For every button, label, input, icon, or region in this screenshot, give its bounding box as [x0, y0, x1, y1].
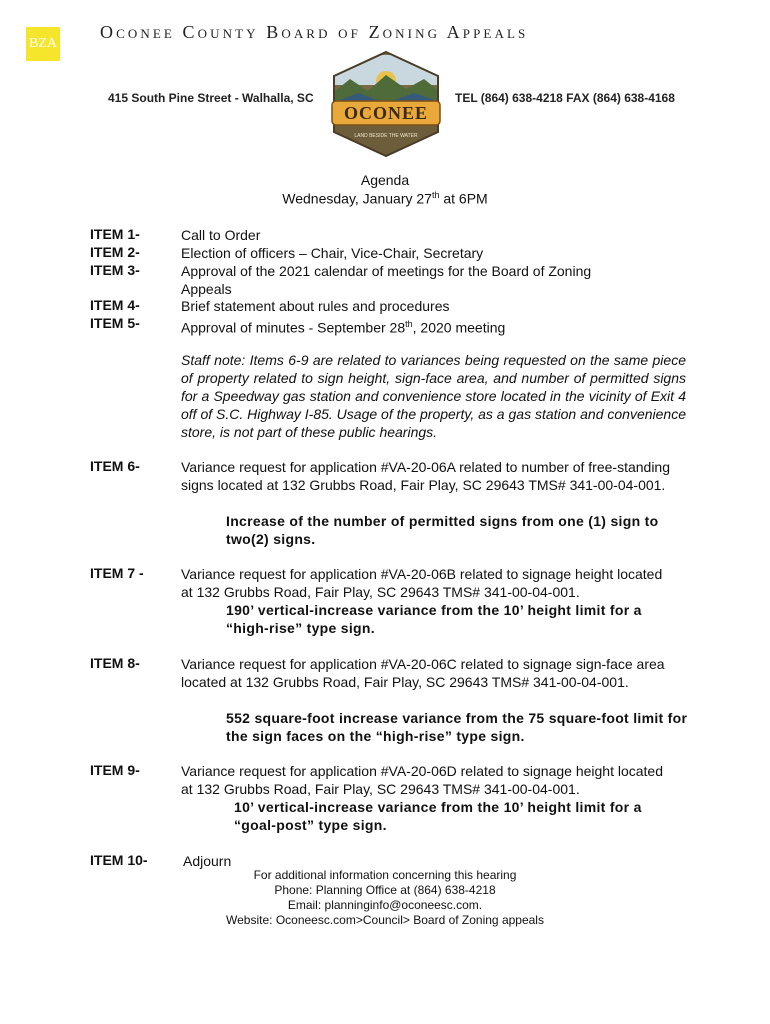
logo-tagline: LAND BESIDE THE WATER: [354, 133, 418, 139]
item-9-label: ITEM 9-: [90, 762, 140, 778]
item-1-label: ITEM 1-: [90, 226, 140, 242]
org-address: 415 South Pine Street - Walhalla, SC: [108, 91, 314, 105]
item-2-label: ITEM 2-: [90, 244, 140, 260]
agenda-date: Wednesday, January 27th at 6PM: [282, 190, 488, 207]
item-6-request: Increase of the number of permitted signs from one (1) sign to two(2) signs.: [226, 513, 659, 547]
item-7-text: Variance request for application #VA-20-06B related to signage height located at 132 Grubbs Road, Fair Play, SC 29643 TMS# 341-00-04-001.: [181, 566, 663, 600]
item-3-text: Approval of the 2021 calendar of meetings for the Board of Zoning Appeals: [181, 263, 592, 297]
footer-email[interactable]: Email: planninginfo@oconeesc.com.: [287, 898, 483, 912]
footer-website[interactable]: Website: Oconeesc.com>Council> Board of Zoning appeals: [226, 913, 544, 927]
item-4-text: Brief statement about rules and procedures: [181, 298, 450, 314]
bza-badge: BZA: [26, 27, 60, 61]
item-10-text: Adjourn: [183, 853, 232, 869]
logo-wordmark: OCONEE: [343, 103, 429, 123]
footer-info: For additional information concerning this hearing: [253, 868, 517, 882]
item-8-text: Variance request for application #VA-20-06C related to signage sign-face area located at 132 Grubbs Road, Fair Play, SC 29643 TMS# 341-00-04-001.: [181, 656, 665, 690]
footer-phone: Phone: Planning Office at (864) 638-4218: [274, 883, 496, 897]
item-6-label: ITEM 6-: [90, 458, 140, 474]
item-8-label: ITEM 8-: [90, 655, 140, 671]
org-name: Oconee County Board of Zoning Appeals: [100, 22, 529, 42]
item-7-request: 190’ vertical-increase variance from the 10’ height limit for a “high-rise” type sign.: [226, 602, 642, 636]
item-5-text: Approval of minutes - September 28th, 2020 meeting: [181, 319, 506, 336]
org-phone-fax: TEL (864) 638-4218 FAX (864) 638-4168: [455, 91, 675, 105]
item-5-label: ITEM 5-: [90, 315, 140, 331]
item-9-request: 10’ vertical-increase variance from the 10’ height limit for a “goal-post” type sign.: [234, 799, 642, 833]
item-4-label: ITEM 4-: [90, 297, 140, 313]
item-7-label: ITEM 7 -: [90, 565, 144, 581]
staff-note: Staff note: Items 6-9 are related to variances being requested on the same piece of property related to sign height, sign-face area, and number of permitted signs for a Speedway gas station and convenience store located in the vicinity of Exit 4 off of S.C. Highway I-85. Usage of the property, as a gas station and convenience store, is not part of these public hearings.: [181, 352, 686, 440]
item-1-text: Call to Order: [181, 227, 261, 243]
oconee-logo: [328, 49, 444, 159]
agenda-title: Agenda: [360, 172, 410, 188]
item-10-label: ITEM 10-: [90, 852, 148, 868]
item-2-text: Election of officers – Chair, Vice-Chair, Secretary: [181, 245, 484, 261]
item-3-label: ITEM 3-: [90, 262, 140, 278]
item-6-text: Variance request for application #VA-20-06A related to number of free-standing signs located at 132 Grubbs Road, Fair Play, SC 29643 TMS# 341-00-04-001.: [181, 459, 670, 493]
item-9-text: Variance request for application #VA-20-06D related to signage height located at 132 Grubbs Road, Fair Play, SC 29643 TMS# 341-00-04-001.: [181, 763, 664, 797]
item-8-request: 552 square-foot increase variance from the 75 square-foot limit for the sign faces on the “high-rise” type sign.: [226, 710, 688, 744]
